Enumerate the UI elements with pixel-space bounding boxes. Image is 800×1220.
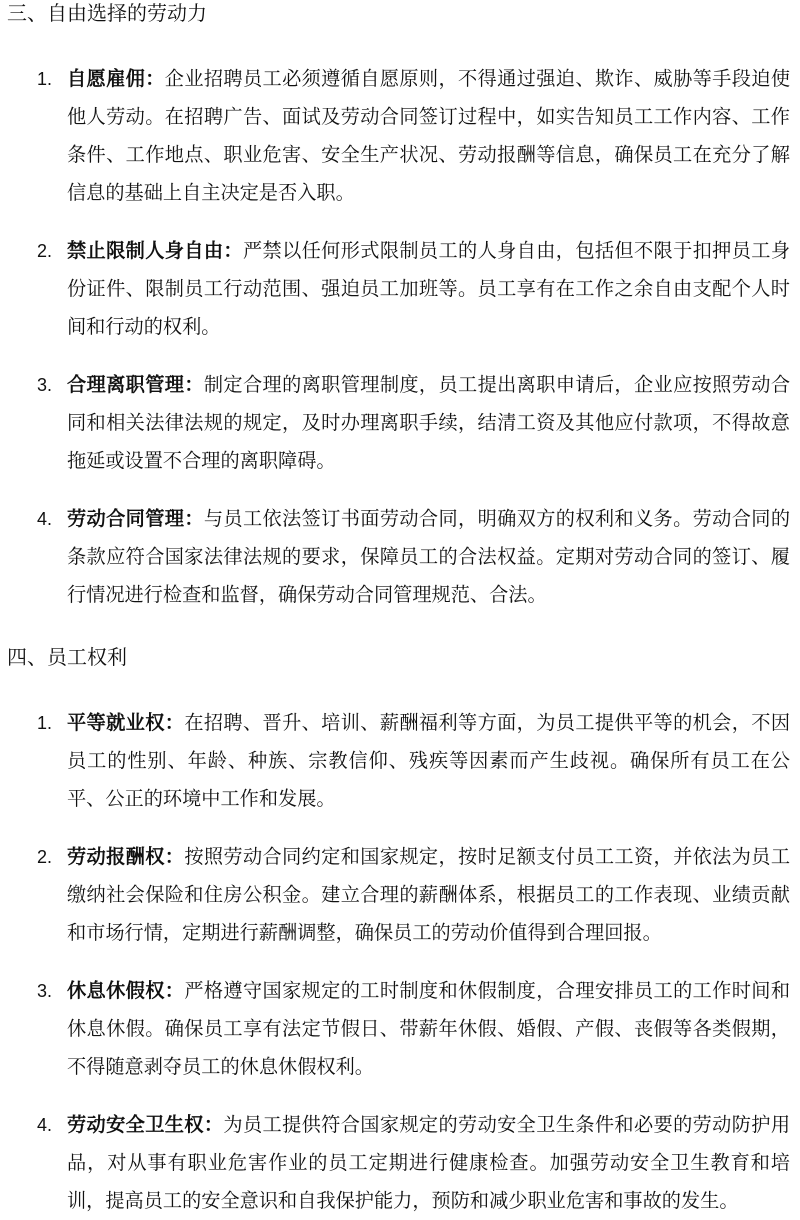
item-term: 合理离职管理 [67,373,185,396]
item-text: 制定合理的离职管理制度，员工提出离职申请后，企业应按照劳动合同和相关法律法规的规定，及时办理离职手续，结清工资及其他应付款项，不得故意拖延或设置不合理的离职障碍。 [67,373,791,472]
item-term: 平等就业权 [67,711,165,734]
item-text: 为员工提供符合国家规定的劳动安全卫生条件和必要的劳动防护用品，对从事有职业危害作业的员工定期进行健康检查。加强劳动安全卫生教育和培训，提高员工的安全意识和自我保护能力，预防和减少职业危害和事故的发生。 [67,1113,791,1212]
section-heading-employee-rights: 四、员工权利 [7,645,127,669]
list-item [7,366,790,480]
item-text: 严禁以任何形式限制员工的人身自由，包括但不限于扣押员工身份证件、限制员工行动范围、强迫员工加班等。员工享有在工作之余自由支配个人时间和行动的权利。 [67,239,791,338]
item-number: 1. [37,69,53,89]
list-item [7,704,790,818]
item-text: 企业招聘员工必须遵循自愿原则，不得通过强迫、欺诈、威胁等手段迫使他人劳动。在招聘广告、面试及劳动合同签订过程中，如实告知员工工作内容、工作条件、工作地点、职业危害、安全生产状况、劳动报酬等信息，确保员工在充分了解信息的基础上自主决定是否入职。 [67,67,791,204]
item-term: 劳动报酬权 [67,845,165,868]
item-term: 休息休假权 [67,979,165,1002]
item-separator: ： [184,507,204,530]
item-term: 劳动安全卫生权 [67,1113,204,1136]
list-item [7,232,790,346]
free-labor-list [7,60,790,614]
item-separator: ： [223,239,243,262]
item-number: 2. [37,241,53,261]
list-item [7,972,790,1086]
item-number: 4. [37,1115,53,1135]
item-text: 在招聘、晋升、培训、薪酬福利等方面，为员工提供平等的机会，不因员工的性别、年龄、种族、宗教信仰、残疾等因素而产生歧视。确保所有员工在公平、公正的环境中工作和发展。 [67,711,791,810]
item-term: 自愿雇佣 [67,67,146,90]
list-item [7,838,790,952]
item-number: 4. [37,509,53,529]
item-number: 3. [37,375,53,395]
employee-rights-list [7,704,790,1220]
section-heading-free-labor: 三、自由选择的劳动力 [7,1,207,25]
list-item [7,1106,790,1220]
item-number: 1. [37,713,53,733]
item-separator: ： [164,845,185,868]
item-separator: ： [184,373,204,396]
item-number: 2. [37,847,53,867]
item-term: 禁止限制人身自由 [67,239,224,262]
list-item [7,60,790,212]
item-separator: ： [164,979,185,1002]
item-text: 严格遵守国家规定的工时制度和休假制度，合理安排员工的工作时间和休息休假。确保员工享有法定节假日、带薪年休假、婚假、产假、丧假等各类假期，不得随意剥夺员工的休息休假权利。 [67,979,791,1078]
item-text: 与员工依法签订书面劳动合同，明确双方的权利和义务。劳动合同的条款应符合国家法律法规的要求，保障员工的合法权益。定期对劳动合同的签订、履行情况进行检查和监督，确保劳动合同管理规范、合法。 [67,507,791,606]
item-term: 劳动合同管理 [67,507,185,530]
item-number: 3. [37,981,53,1001]
item-separator: ： [145,67,165,90]
item-separator: ： [164,711,185,734]
item-text: 按照劳动合同约定和国家规定，按时足额支付员工工资，并依法为员工缴纳社会保险和住房公积金。建立合理的薪酬体系，根据员工的工作表现、业绩贡献和市场行情，定期进行薪酬调整，确保员工的劳动价值得到合理回报。 [67,845,791,944]
item-separator: ： [203,1113,224,1136]
list-item [7,500,790,614]
